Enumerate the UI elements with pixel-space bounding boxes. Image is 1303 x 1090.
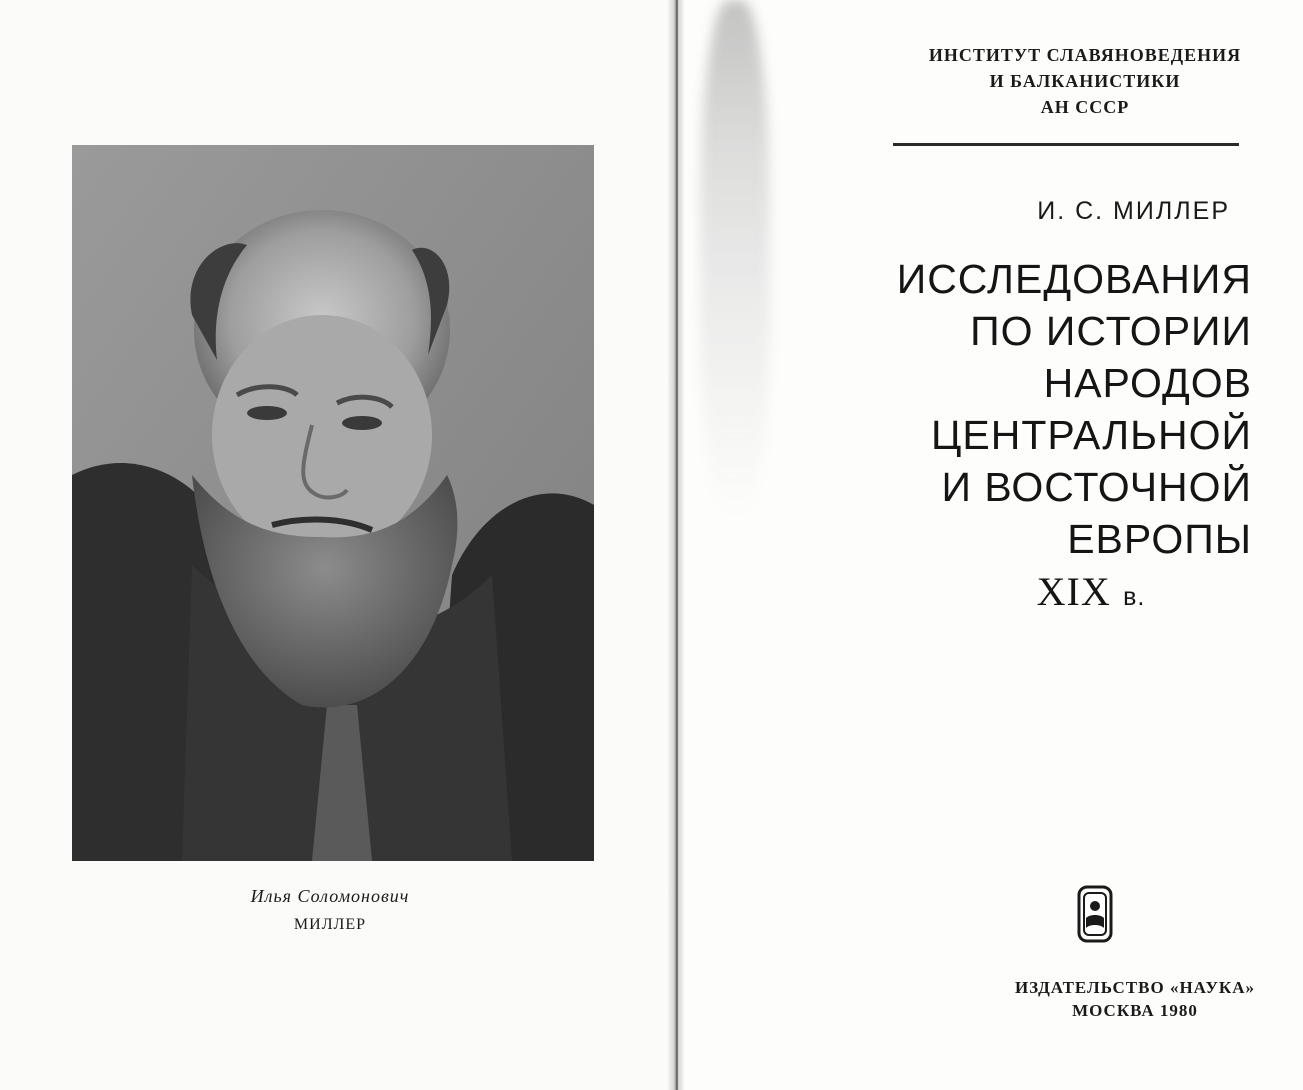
portrait-caption-surname: МИЛЛЕР — [293, 916, 367, 933]
title-line-2: ПО ИСТОРИИ — [970, 308, 1252, 354]
book-title — [880, 253, 1252, 623]
institute-line-1: ИНСТИТУТ СЛАВЯНОВЕДЕНИЯ — [928, 45, 1242, 65]
title-line-6: ЕВРОПЫ — [1067, 516, 1252, 562]
header-rule — [893, 143, 1239, 146]
nauka-publisher-logo-icon — [1076, 884, 1114, 944]
scan-smudge — [700, 0, 770, 520]
institute-line-3: АН СССР — [1040, 97, 1130, 117]
title-line-3: НАРОДОВ — [1043, 360, 1252, 406]
publisher-name: ИЗДАТЕЛЬСТВО «НАУКА» — [1014, 978, 1256, 997]
institute-header — [905, 42, 1265, 120]
publisher-imprint — [1000, 976, 1270, 1022]
title-line-century — [880, 565, 1252, 623]
author-portrait — [72, 145, 594, 861]
author-name: И. С. МИЛЛЕР — [1037, 197, 1230, 225]
title-century: XIX — [1036, 569, 1111, 614]
gutter-shadow-line — [676, 0, 678, 1090]
title-line-5: И ВОСТОЧНОЙ — [941, 464, 1252, 510]
publisher-city-year: МОСКВА 1980 — [1072, 1001, 1198, 1020]
title-line-1: ИССЛЕДОВАНИЯ — [896, 256, 1252, 302]
institute-line-2: И БАЛКАНИСТИКИ — [989, 71, 1181, 91]
portrait-caption-name: Илья Соломонович — [250, 886, 410, 906]
title-century-suffix: в. — [1123, 583, 1146, 611]
title-line-4: ЦЕНТРАЛЬНОЙ — [931, 412, 1252, 458]
